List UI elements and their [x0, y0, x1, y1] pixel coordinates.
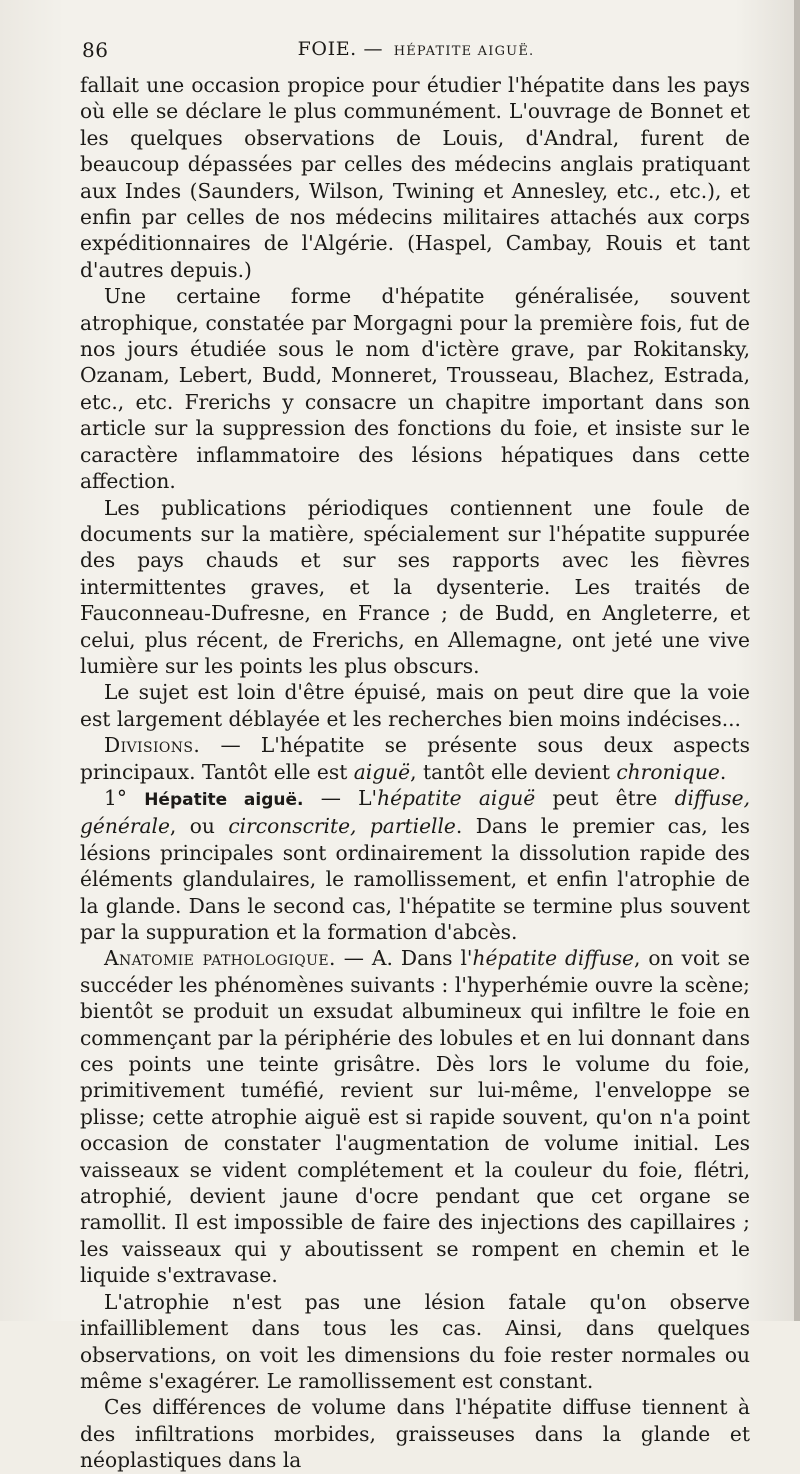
body-text: [80, 72, 750, 1474]
section-label-anatomie: Anatomie pathologique.: [104, 946, 336, 971]
paragraph-divisions: Divisions. — L'hépatite se présente sous deux aspects principaux. Tantôt elle est aiguë, tantôt elle devient chronique.: [80, 733, 750, 784]
paragraph-1: fallait une occasion propice pour étudier l'hépatite dans les pays où elle se déclare le plus communément. L'ouvrage de Bonnet et les quelques observations de Louis, d'Andral, furent de beaucoup dépassées par celles des médecins anglais pratiquant aux Indes (Saunders, Wilson, Twining et Annesley, etc., etc.), et enfin par celles de nos médecins militaires attachés aux corps expéditionnaires de l'Algérie. (Haspel, Cambay, Rouis et tant d'autres depuis.): [80, 73, 750, 282]
running-title-main: FOIE. —: [297, 38, 384, 60]
paragraph-3: Les publications périodiques contiennent une foule de documents sur la matière, spécialement sur l'hépatite suppurée des pays chauds et sur ses rapports avec les fièvres intermittentes graves, et la dysenterie. Les traités de Fauconneau-Dufresne, en France ; de Budd, en Angleterre, et celui, plus récent, de Frerichs, en Allemagne, ont jeté une vive lumière sur les points les plus obscurs.: [80, 495, 750, 678]
paragraph-2: Une certaine forme d'hépatite généralisée, souvent atrophique, constatée par Morgagni pour la première fois, fut de nos jours étudiée sous le nom d'ictère grave, par Rokitansky, Ozanam, Lebert, Budd, Monneret, Trousseau, Blachez, Estrada, etc., etc. Frerichs y consacre un chapitre important dans son article sur la suppression des fonctions du foie, et insiste sur le caractère inflammatoire des lésions hépatiques dans cette affection.: [80, 284, 750, 494]
running-title-sub: HÉPATITE AIGUË.: [393, 44, 535, 59]
running-header: [82, 38, 750, 68]
section-label-divisions: Divisions.: [104, 733, 201, 758]
page-number: 86: [82, 38, 109, 62]
paragraph-4: Le sujet est loin d'être épuisé, mais on peut dire que la voie est largement déblayée et les recherches bien moins indécises...: [80, 680, 750, 731]
paragraph-hepatite-aigue: 1° Hépatite aiguë. — L'hépatite aiguë peut être diffuse, générale, ou circonscrite, partielle. Dans le premier cas, les lésions principales sont ordinairement la dissolution rapide des éléments glandulaires, le ramollissement, et enfin l'atrophie de la glande. Dans le second cas, l'hépatite se termine plus souvent par la suppuration et la formation d'abcès.: [80, 785, 750, 944]
section-heading: Hépatite aiguë.: [144, 789, 304, 810]
paragraph-9: Ces différences de volume dans l'hépatite diffuse tiennent à des infiltrations morbides, graisseuses dans la glande et néoplastiques dans la: [80, 1395, 750, 1473]
section-number: 1°: [104, 785, 127, 810]
paragraph-8: L'atrophie n'est pas une lésion fatale qu'on observe infailliblement dans tous les cas. Ainsi, dans quelques observations, on voit les dimensions du foie rester normales ou même s'exagérer. Le ramollissement est constant.: [80, 1289, 750, 1393]
paragraph-anatomie: Anatomie pathologique. — A. Dans l'hépatite diffuse, on voit se succéder les phénomènes suivants : l'hyperhémie ouvre la scène; bientôt se produit un exsudat albumineux qui infiltre le foie en commençant par la périphérie des lobules et en lui donnant dans ces points une teinte grisâtre. Dès lors le volume du foie, primitivement tuméfié, revient sur lui-même, l'enveloppe se plisse; cette atrophie aiguë est si rapide souvent, qu'on n'a point occasion de constater l'augmentation de volume initial. Les vaisseaux se vident complétement et la couleur du foie, flétri, atrophié, devient jaune d'ocre pendant que cet organe se ramollit. Il est impossible de faire des injections des capillaires ; les vaisseaux qui y aboutissent se rompent en chemin et le liquide s'extravase.: [80, 946, 750, 1288]
page-edge: [794, 0, 800, 1321]
running-title: [82, 38, 750, 60]
